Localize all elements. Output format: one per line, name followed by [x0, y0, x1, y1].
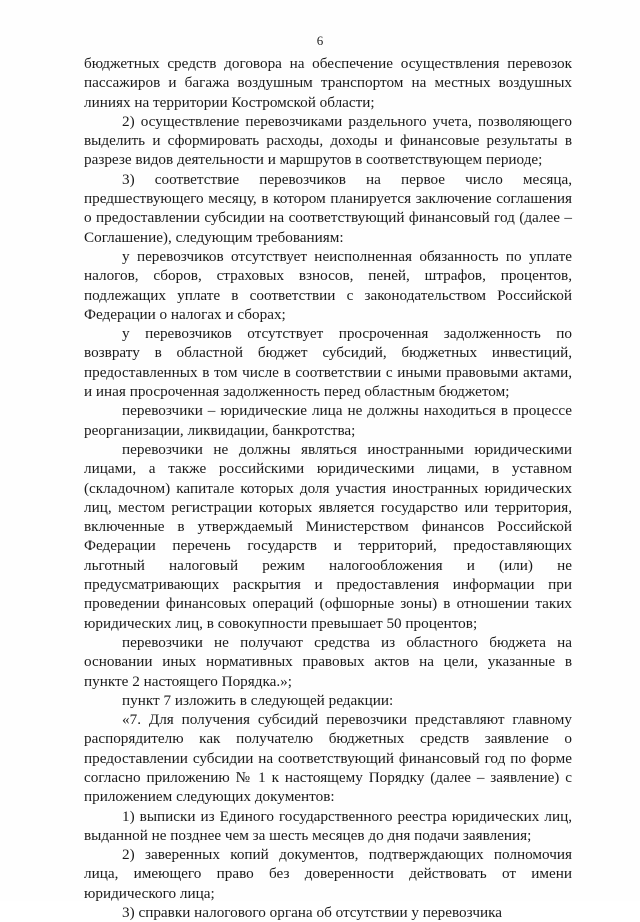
page-number: 6 [316, 33, 324, 48]
document-body [84, 54, 572, 922]
paragraph: перевозчики не получают средства из областного бюджета на основании иных нормативных правовых актов на цели, указанные в пункте 2 настоящего Порядка.»; [84, 633, 572, 690]
paragraph: 2) заверенных копий документов, подтверждающих полномочия лица, имеющего право без доверенности действовать от имени юридического лица; [84, 846, 572, 902]
paragraph: «7. Для получения субсидий перевозчики представляют главному распорядителю как получателю бюджетных средств заявление о предоставлении субсидии на соответствующий финансовый год по форме согласно приложению № 1 к настоящему Порядку (далее – заявление) с приложением следующих документов: [84, 711, 572, 806]
paragraph: 3) справки налогового органа об отсутствии у перевозчика [122, 904, 502, 922]
paragraph: перевозчики – юридические лица не должны находиться в процессе реорганизации, ликвидации, банкротства; [84, 402, 572, 439]
paragraph: перевозчики не должны являться иностранными юридическими лицами, а также российскими юридическими лицами, в уставном (складочном) капитале которых доля участия иностранных юридических лиц, местом регистрации которых является государство или территория, включенные в утверждаемый Министерством финансов Российской Федерации перечень государств и территорий, предоставляющих льготный налоговый режим налогообложения и (или) не предусматривающих раскрытия и предоставления информации при проведении финансовых операций (офшорные зоны) в отношении таких юридических лиц, в совокупности превышает 50 процентов; [84, 440, 572, 632]
paragraph: 2) осуществление перевозчиками раздельного учета, позволяющего выделить и сформировать расходы, доходы и финансовые результаты в разрезе видов деятельности и маршрутов в соответствующем периоде; [84, 112, 572, 169]
paragraph: у перевозчиков отсутствует просроченная задолженность по возврату в областной бюджет субсидий, бюджетных инвестиций, предоставленных в том числе в соответствии с иными правовыми актами, и иная просроченная задолженность перед областным бюджетом; [84, 325, 572, 401]
paragraph: 3) соответствие перевозчиков на первое число месяца, предшествующего месяцу, в котором планируется заключение соглашения о предоставлении субсидии на соответствующий финансовый год (далее – Соглашение), следующим требованиям: [84, 170, 572, 246]
paragraph: у перевозчиков отсутствует неисполненная обязанность по уплате налогов, сборов, страховых взносов, пеней, штрафов, процентов, подлежащих уплате в соответствии с законодательством Российской Федерации о налогах и сборах; [84, 247, 572, 323]
paragraph: бюджетных средств договора на обеспечение осуществления перевозок пассажиров и багажа воздушным транспортом на местных воздушных линиях на территории Костромской области; [84, 55, 572, 111]
paragraph: 1) выписки из Единого государственного реестра юридических лиц, выданной не позднее чем за шесть месяцев до дня подачи заявления; [84, 807, 572, 844]
paragraph: пункт 7 изложить в следующей редакции: [122, 691, 394, 709]
